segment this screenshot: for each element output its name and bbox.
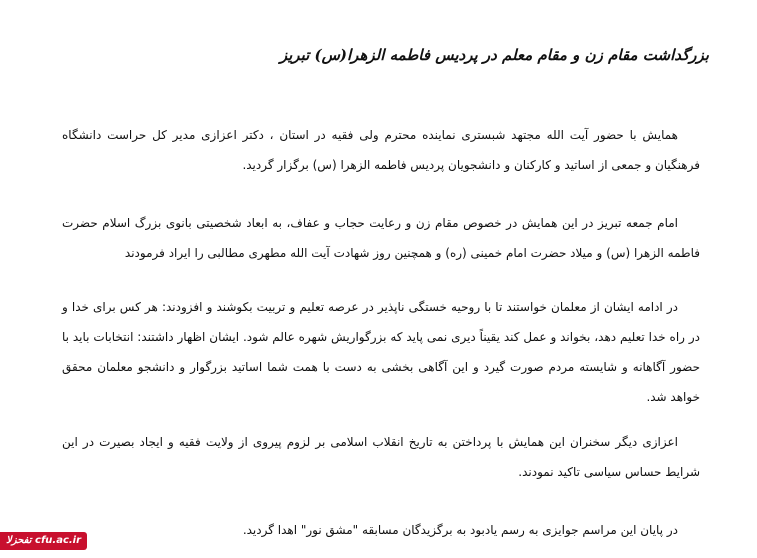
paragraph-imam-speech: [62, 208, 700, 268]
page-title: بزرگداشت مقام زن و مقام معلم در پردیس فاطمه الزهرا(س) تبریز: [279, 46, 709, 64]
paragraph-text: اعزازی دیگر سخنران این همایش با پرداختن به تاریخ انقلاب اسلامی بر لزوم پیروی از ولایت فقیه و ایجاد بصیرت در این شرایط حساس سیاسی تاکید نمودند.: [62, 435, 700, 479]
paragraph-awards: [62, 515, 700, 545]
paragraph-ceremony-intro: [62, 120, 700, 180]
paragraph-text: در ادامه ایشان از معلمان خواستند تا با روحیه خستگی ناپذیر در عرصه تعلیم و تربیت بکوشند و افزودند: هر کس برای خدا و در راه خدا تعلیم دهد، بخواند و عمل کند یقیناً دیری نمی پاید که بزرگواریش شهره عالم شود. ایشان اظهار داشتند: انتخابات باید با حضور آگاهانه و شایسته مردم صورت گیرد و این آگاهی بخشی به دست با همت شما اساتید بزرگوار و دانشجو معلمان محقق خواهد شد.: [62, 300, 700, 404]
watermark-text: تفحزلا cfu.ac.ir: [6, 535, 82, 546]
paragraph-text: امام جمعه تبریز در این همایش در خصوص مقام زن و رعایت حجاب و عفاف، به ابعاد شخصیتی بانوی بزرگ اسلام حضرت فاطمه الزهرا (س) و میلاد حضرت امام خمینی (ره) و همچنین روز شهادت آیت الله مطهری مطالبی را ایراد فرمودند: [62, 216, 700, 260]
paragraph-teachers-and-elections: [62, 292, 700, 412]
site-watermark-logo: [0, 532, 87, 550]
paragraph-text: در پایان این مراسم جوایزی به رسم یادبود به برگزیدگان مسابقه "مشق نور" اهدا گردید.: [242, 523, 678, 537]
paragraph-text: همایش با حضور آیت الله مجتهد شبستری نماینده محترم ولی فقیه در استان ، دکتر اعزازی مدیر کل حراست دانشگاه فرهنگیان و جمعی از اساتید و کارکنان و دانشجویان پردیس فاطمه الزهرا (س) برگزار گردید.: [62, 128, 700, 172]
paragraph-second-speaker: [62, 427, 700, 487]
